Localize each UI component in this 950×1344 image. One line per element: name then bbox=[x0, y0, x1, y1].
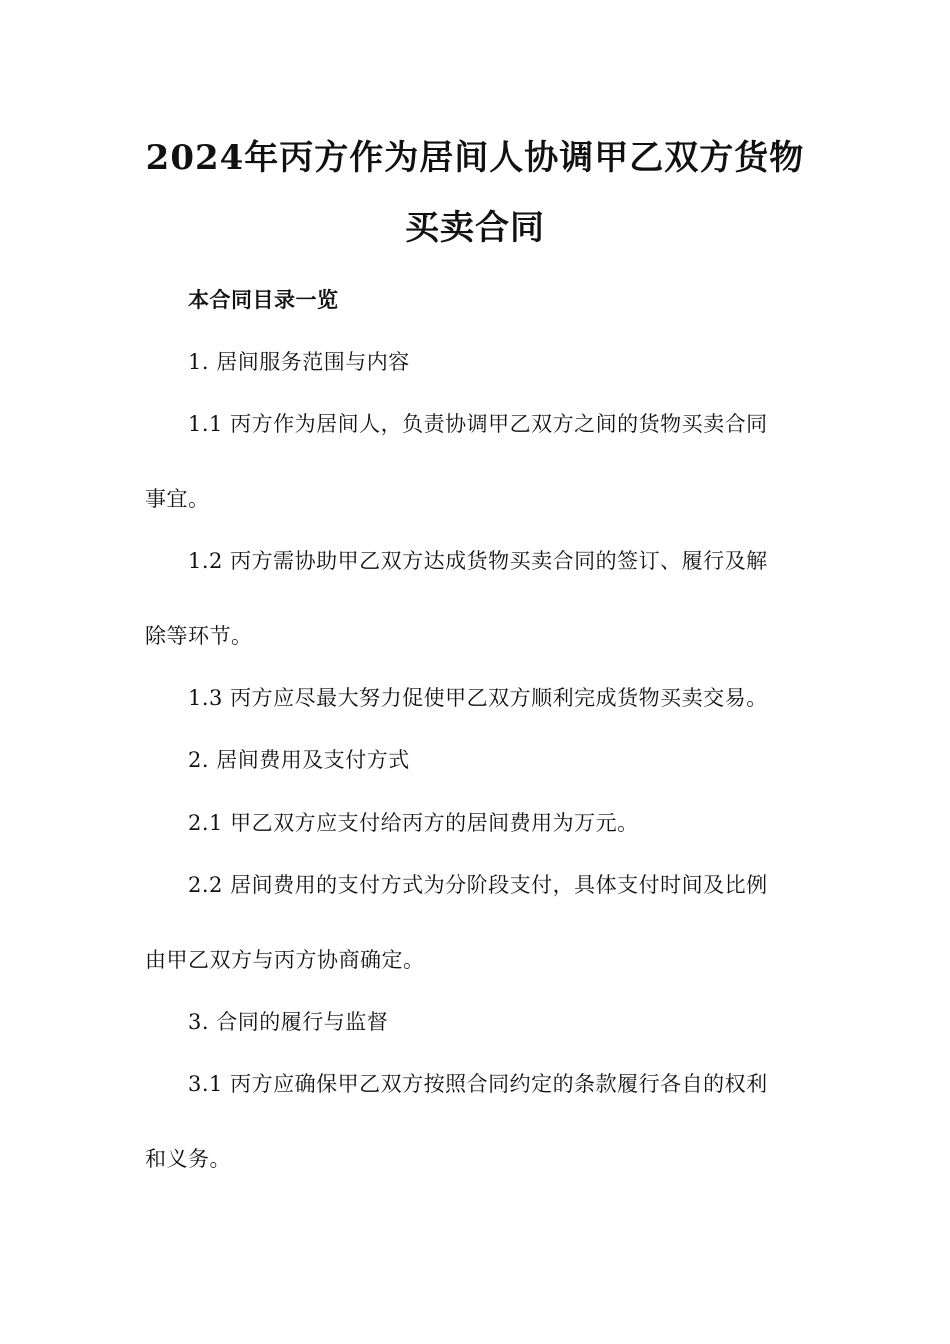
section-heading: 3. 合同的履行与监督 bbox=[188, 1010, 389, 1034]
document-title-line-1: 2024年丙方作为居间人协调甲乙双方货物 bbox=[145, 138, 805, 178]
section-heading: 1. 居间服务范围与内容 bbox=[188, 350, 410, 374]
clause-text: 3.1 丙方应确保甲乙双方按照合同约定的条款履行各自的权利 bbox=[188, 1072, 768, 1096]
clause-text: 1.1 丙方作为居间人，负责协调甲乙双方之间的货物买卖合同 bbox=[188, 412, 768, 436]
clause-text: 2.1 甲乙双方应支付给丙方的居间费用为万元。 bbox=[188, 811, 639, 835]
document-title-line-2: 买卖合同 bbox=[405, 208, 545, 248]
toc-heading: 本合同目录一览 bbox=[188, 287, 339, 312]
clause-continuation: 除等环节。 bbox=[145, 624, 253, 648]
clause-continuation: 事宜。 bbox=[145, 487, 210, 511]
clause-text: 1.2 丙方需协助甲乙双方达成货物买卖合同的签订、履行及解 bbox=[188, 549, 768, 573]
clause-text: 1.3 丙方应尽最大努力促使甲乙双方顺利完成货物买卖交易。 bbox=[188, 686, 768, 710]
clause-text: 2.2 居间费用的支付方式为分阶段支付，具体支付时间及比例 bbox=[188, 873, 768, 897]
clause-continuation: 和义务。 bbox=[145, 1147, 231, 1171]
clause-continuation: 由甲乙双方与丙方协商确定。 bbox=[145, 948, 425, 972]
section-heading: 2. 居间费用及支付方式 bbox=[188, 748, 410, 772]
